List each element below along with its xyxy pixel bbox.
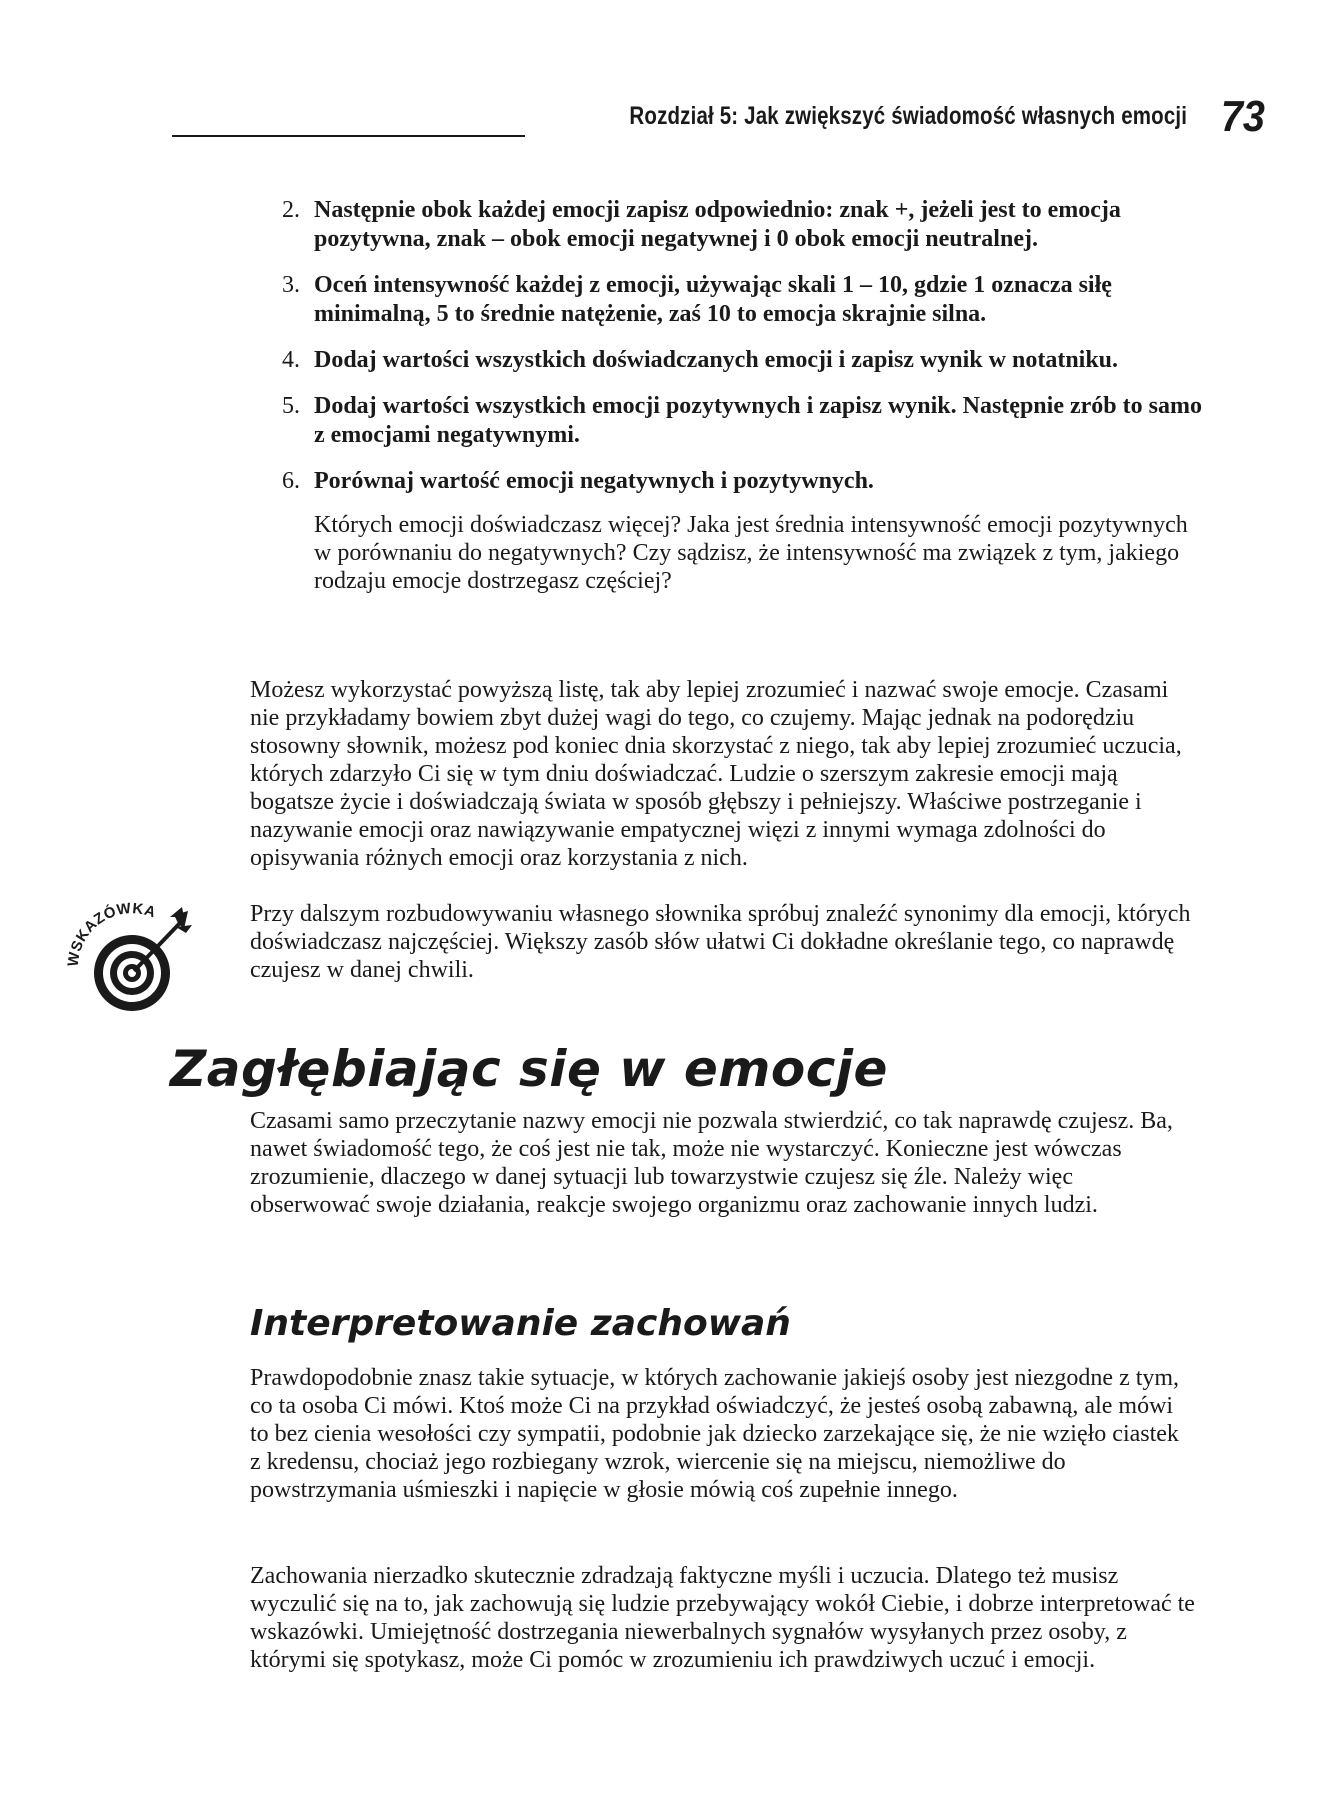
section-intro: Czasami samo przeczytanie nazwy emocji nie pozwala stwierdzić, co tak naprawdę czujesz. Ba, nawet świadomość tego, że coś jest nie tak, może nie wystarczyć. Konieczne jest wówczas zrozumienie, dlaczego w danej sytuacji lub towarzystwie czujesz się źle. Należy więc obserwować swoje działania, reakcje swojego organizmu oraz zachowanie innych ludzi.	[250, 1108, 1173, 1218]
step-number: 6.	[282, 468, 300, 494]
target-arrow-icon	[62, 893, 202, 1033]
steps-list	[282, 196, 1202, 595]
step-number: 5.	[282, 393, 300, 419]
list-item	[282, 467, 1202, 496]
tip-text: Przy dalszym rozbudowywaniu własnego słownika spróbuj znaleźć synonimy dla emocji, których doświadczasz najczęściej. Większy zasób słów ułatwi Ci dokładne określanie tego, co naprawdę czujesz w danej chwili.	[250, 901, 1191, 983]
chapter-title: Rozdział 5: Jak zwiększyć świadomość własnych emocji	[629, 102, 1187, 130]
page-number: 73	[1220, 92, 1265, 141]
step-note: Których emocji doświadczasz więcej? Jaka jest średnia intensywność emocji pozytywnych w porównaniu do negatywnych? Czy sądzisz, że intensywność ma związek z tym, jakiego rodzaju emocje dostrzegasz częściej?	[314, 512, 1188, 594]
paragraph-list-usage: Możesz wykorzystać powyższą listę, tak aby lepiej zrozumieć i nazwać swoje emocje. Czasami nie przykładamy bowiem zbyt dużej wagi do tego, co czujemy. Mając jednak na podorędziu stosowny słownik, możesz pod koniec dnia skorzystać z niego, tak aby lepiej zrozumieć uczucia, których zdarzyło Ci się w tym dniu doświadczać. Ludzie o szerszym zakresie emocji mają bogatsze życie i doświadczają świata w sposób głębszy i pełniejszy. Właściwe postrzeganie i nazywanie emocji oraz nawiązywanie empatycznej więzi z innymi wymaga zdolności do opisywania różnych emocji oraz korzystania z nich.	[250, 677, 1182, 871]
list-item	[282, 196, 1202, 254]
subsection-paragraph-2: Zachowania nierzadko skutecznie zdradzają faktyczne myśli i uczucia. Dlatego też musisz wyczulić się na to, jak zachowują się ludzie przebywający wokół Ciebie, i dobrze interpretować te wskazówki. Umiejętność dostrzegania niewerbalnych sygnałów wysyłanych przez osoby, z którymi się spotykasz, może Ci pomóc w zrozumieniu ich prawdziwych uczuć i emocji.	[250, 1563, 1195, 1673]
step-text: Następnie obok każdej emocji zapisz odpowiednio: znak +, jeżeli jest to emocja pozytywna, znak – obok emocji negatywnej i 0 obok emocji neutralnej.	[314, 197, 1121, 252]
list-item	[282, 271, 1202, 329]
step-text: Dodaj wartości wszystkich doświadczanych emocji i zapisz wynik w notatniku.	[314, 347, 1119, 373]
subsection-paragraph-1: Prawdopodobnie znasz takie sytuacje, w których zachowanie jakiejś osoby jest niezgodne z tym, co ta osoba Ci mówi. Ktoś może Ci na przykład oświadczyć, że jesteś osobą zabawną, ale mówi to bez cienia wesołości czy sympatii, podobnie jak dziecko zarzekające się, że nie wzięło ciastek z kredensu, chociaż jego rozbiegany wzrok, wiercenie się na miejscu, niemożliwe do powstrzymania uśmieszki i napięcie w głosie mówią coś zupełnie innego.	[250, 1365, 1180, 1503]
header-rule	[172, 135, 525, 137]
step-text: Porównaj wartość emocji negatywnych i pozytywnych.	[314, 468, 874, 494]
list-item	[282, 346, 1202, 375]
step-number: 3.	[282, 272, 300, 298]
step-note-wrapper	[282, 511, 1202, 595]
step-number: 4.	[282, 347, 300, 373]
tip-label: WSKAZÓWKA	[64, 899, 159, 968]
running-header	[172, 92, 1265, 142]
step-text: Oceń intensywność każdej z emocji, używając skali 1 – 10, gdzie 1 oznacza siłę minimalną, 5 to średnie natężenie, zaś 10 to emocja skrajnie silna.	[314, 272, 1112, 327]
subsection-heading: Interpretowanie zachowań	[250, 1303, 791, 1344]
section-heading: Zagłębiając się w emocje	[170, 1040, 888, 1098]
list-item	[282, 392, 1202, 450]
step-number: 2.	[282, 197, 300, 223]
step-text: Dodaj wartości wszystkich emocji pozytywnych i zapisz wynik. Następnie zrób to samo z emocjami negatywnymi.	[314, 393, 1202, 448]
